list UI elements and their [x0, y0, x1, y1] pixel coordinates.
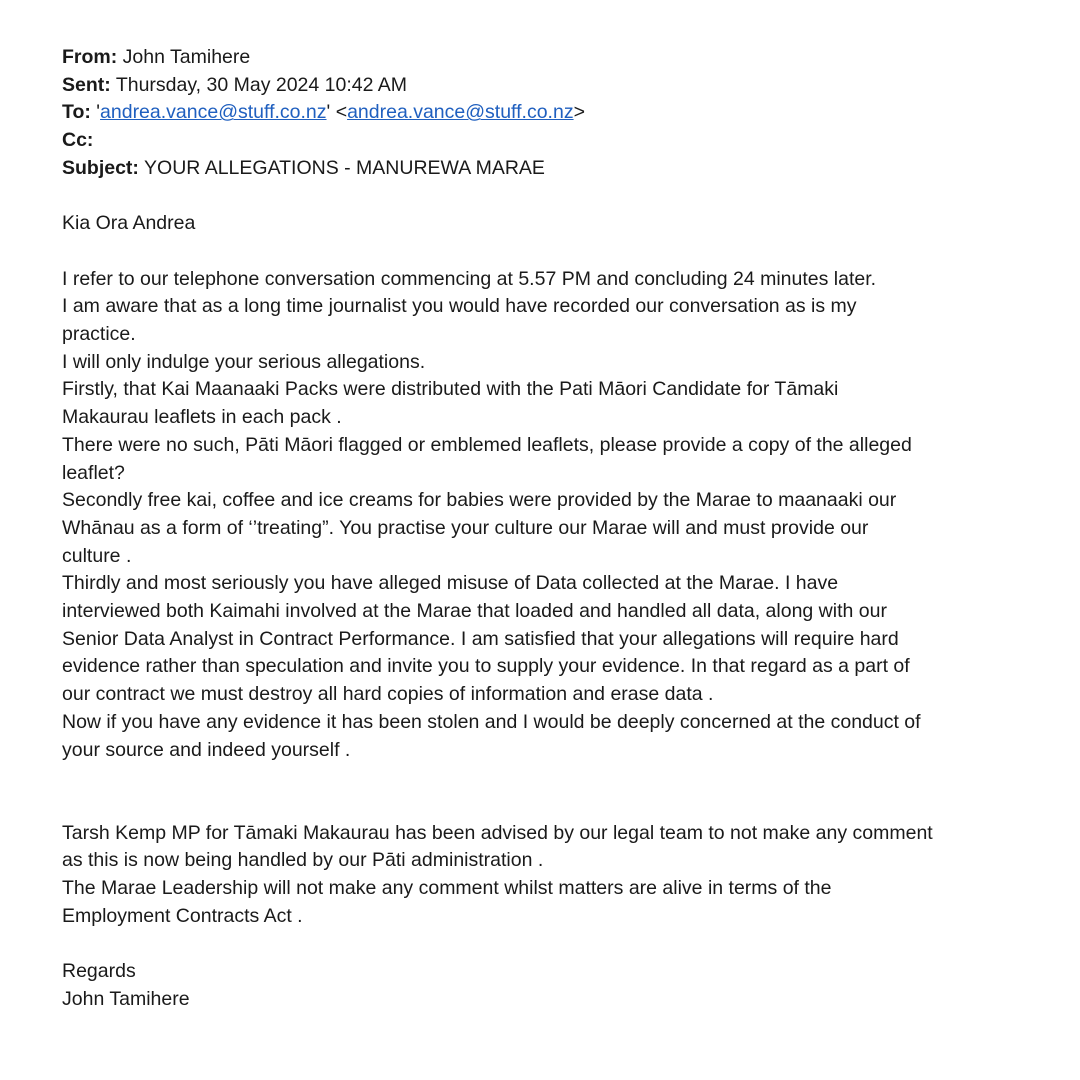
sent-row [62, 72, 1052, 100]
from-row [62, 44, 1052, 72]
email-headers [62, 44, 1052, 183]
to-angle-open: < [335, 101, 348, 124]
body-line: Thirdly and most seriously you have alleged misuse of Data collected at the Marae. I have [62, 572, 839, 595]
closing-line: Tarsh Kemp MP for Tāmaki Makaurau has been advised by our legal team to not make any comment [62, 821, 933, 844]
closing-line: as this is now being handled by our Pāti administration . [62, 849, 544, 872]
body-line: leaflet? [62, 461, 125, 484]
body-paragraph [62, 266, 1052, 765]
sent-value: Thursday, 30 May 2024 10:42 AM [115, 73, 408, 96]
to-angle-close: > [573, 101, 585, 124]
to-label: To: [62, 101, 91, 124]
closing-line: Employment Contracts Act . [62, 904, 303, 927]
body-line: There were no such, Pāti Māori flagged or emblemed leaflets, please provide a copy of the alleged [62, 433, 912, 456]
to-address-link[interactable]: andrea.vance@stuff.co.nz [347, 101, 574, 124]
body-line: I will only indulge your serious allegations. [62, 350, 426, 373]
subject-label: Subject: [62, 156, 139, 179]
body-line: Makaurau leaflets in each pack . [62, 406, 342, 429]
to-quote-open: ' [96, 101, 101, 124]
body-line: Secondly free kai, coffee and ice creams for babies were provided by the Marae to maanaaki our [62, 489, 897, 512]
body-line: interviewed both Kaimahi involved at the Marae that loaded and handled all data, along with our [62, 600, 887, 623]
body-line: evidence rather than speculation and invite you to supply your evidence. In that regard as a part of [62, 655, 910, 678]
body-line: Whānau as a form of ‘’treating”. You practise your culture our Marae will and must provide our [62, 516, 869, 539]
cc-row [62, 127, 1052, 155]
closing-line: The Marae Leadership will not make any comment whilst matters are alive in terms of the [62, 877, 832, 900]
signature-name: John Tamihere [62, 987, 190, 1010]
to-quote-close: ' [326, 101, 331, 124]
body-line: Firstly, that Kai Maanaaki Packs were distributed with the Pati Māori Candidate for Tāmaki [62, 378, 839, 401]
body-line: Now if you have any evidence it has been stolen and I would be deeply concerned at the conduct of [62, 710, 921, 733]
body-line: your source and indeed yourself . [62, 738, 351, 761]
email-document [62, 44, 1052, 1014]
body-line: our contract we must destroy all hard copies of information and erase data . [62, 683, 714, 706]
cc-label: Cc: [62, 129, 94, 152]
body-line: practice. [62, 323, 136, 345]
closing-paragraph [62, 820, 1052, 931]
body-line: I refer to our telephone conversation commencing at 5.57 PM and concluding 24 minutes later. [62, 267, 877, 290]
signoff: Regards [62, 960, 136, 983]
greeting: Kia Ora Andrea [62, 212, 196, 235]
to-row [62, 99, 1052, 127]
body-line: I am aware that as a long time journalist you would have recorded our conversation as is my [62, 295, 857, 318]
from-label: From: [62, 46, 118, 68]
body-line: Senior Data Analyst in Contract Performance. I am satisfied that your allegations will require hard [62, 627, 899, 650]
from-value: John Tamihere [122, 46, 251, 68]
subject-row [62, 155, 1052, 183]
subject-value: YOUR ALLEGATIONS - MANUREWA MARAE [144, 156, 545, 179]
to-display-link[interactable]: andrea.vance@stuff.co.nz [100, 101, 327, 124]
body-line: culture . [62, 544, 132, 567]
sent-label: Sent: [62, 73, 111, 96]
